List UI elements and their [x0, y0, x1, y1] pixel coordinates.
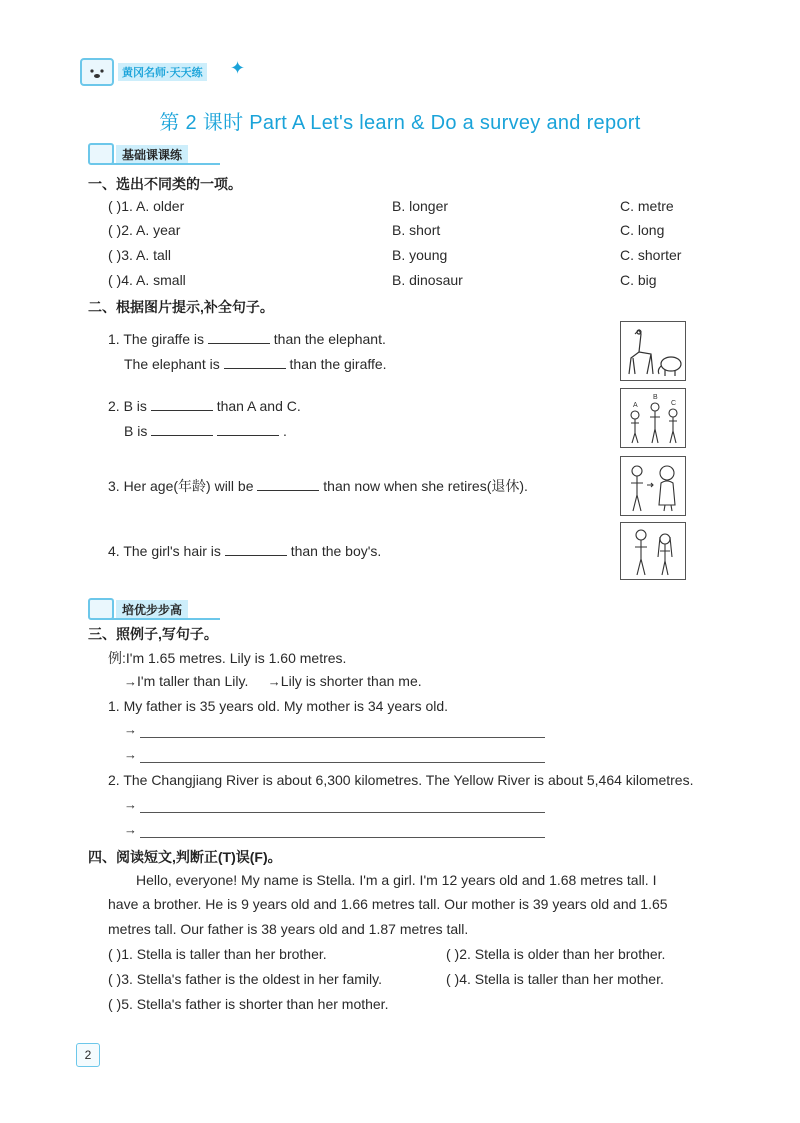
write-line[interactable]	[140, 812, 545, 813]
answer-blank[interactable]	[224, 356, 286, 369]
part3-q2: 2. The Changjiang River is about 6,300 kilometres. The Yellow River is about 5,464 kilometres.	[108, 772, 694, 788]
part3-heading: 三、照例子,写句子。	[88, 626, 218, 642]
q1-pre: 1. The giraffe is	[108, 331, 204, 347]
part1-heading: 一、选出不同类的一项。	[88, 176, 242, 192]
section-tab-basic	[88, 143, 228, 165]
q3-pre: 3. Her age(年龄) will be	[108, 478, 254, 494]
part1-item-1-b: B. longer	[392, 198, 449, 214]
q1b-post: than the giraffe.	[289, 356, 387, 372]
section-tab-label: 基础课课练	[116, 145, 188, 164]
statement-1: ( )1. Stella is taller than her brother.	[108, 946, 327, 962]
part2-q2-line2	[124, 423, 287, 439]
write-line[interactable]	[140, 737, 545, 738]
divider	[110, 163, 220, 165]
part3-example-answers	[124, 673, 422, 689]
img-label-c: C	[671, 400, 677, 407]
boy-girl-image	[620, 522, 686, 580]
part1-item-4: ( )4. A. small	[108, 272, 186, 288]
part1-item-3: ( )3. A. tall	[108, 247, 172, 263]
brand-text: 黄冈名师·天天练	[118, 63, 207, 81]
part1-item-1-c: C. metre	[620, 198, 674, 214]
arrow-icon: →	[124, 722, 137, 737]
part2-q1-line2	[124, 356, 387, 372]
example-answer-2: Lily is shorter than me.	[280, 673, 422, 689]
arrow-icon: →	[124, 747, 137, 762]
section-tab-label: 培优步步高	[116, 600, 188, 619]
q2b-post: .	[283, 423, 287, 439]
answer-blank[interactable]	[257, 478, 319, 491]
write-line[interactable]	[140, 837, 545, 838]
part2-q3-line	[108, 476, 528, 496]
statement-5: ( )5. Stella's father is shorter than her mother.	[108, 996, 389, 1012]
arrow-icon: →	[124, 822, 137, 837]
passage-line-3: metres tall. Our father is 38 years old and 1.87 metres tall.	[108, 921, 469, 937]
example-answer-1: I'm taller than Lily.	[137, 673, 249, 689]
answer-blank[interactable]	[151, 398, 213, 411]
arrow-icon: →	[267, 674, 281, 689]
q3-post: than now when she retires(退休).	[323, 478, 528, 494]
part1-item-1: ( )1. A. older	[108, 198, 185, 214]
part4-heading: 四、阅读短文,判断正(T)误(F)。	[88, 849, 282, 865]
section-tab-advanced	[88, 598, 228, 620]
bear-icon	[88, 143, 114, 165]
q2-pre: 2. B is	[108, 398, 147, 414]
part3-q1: 1. My father is 35 years old. My mother is 34 years old.	[108, 698, 449, 714]
answer-blank[interactable]	[225, 543, 287, 556]
write-line[interactable]	[140, 762, 545, 763]
statement-3: ( )3. Stella's father is the oldest in her family.	[108, 971, 382, 987]
bear-icon	[88, 598, 114, 620]
q4-pre: 4. The girl's hair is	[108, 543, 221, 559]
statement-2: ( )2. Stella is older than her brother.	[446, 946, 666, 962]
q2-post: than A and C.	[216, 398, 301, 414]
part1-item-3-b: B. young	[392, 247, 448, 263]
part1-item-4-c: C. big	[620, 272, 657, 288]
part1-item-2-b: B. short	[392, 222, 441, 238]
star-icon: ✦	[230, 58, 246, 78]
bear-logo-icon	[80, 58, 114, 86]
arrow-icon: →	[124, 797, 137, 812]
part2-q1-line1	[108, 331, 386, 347]
part2-heading: 二、根据图片提示,补全句子。	[88, 299, 274, 315]
passage-line-2: have a brother. He is 9 years old and 1.66 metres tall. Our mother is 39 years old and 1.65	[108, 896, 668, 912]
brand-header	[80, 58, 250, 84]
part3-example: 例:I'm 1.65 metres. Lily is 1.60 metres.	[108, 650, 347, 666]
divider	[110, 618, 220, 620]
statement-4: ( )4. Stella is taller than her mother.	[446, 971, 664, 987]
passage-line-1: Hello, everyone! My name is Stella. I'm a girl. I'm 12 years old and 1.68 metres tall. I	[136, 872, 657, 888]
q1b-pre: The elephant is	[124, 356, 220, 372]
answer-blank[interactable]	[217, 423, 279, 436]
part1-item-4-b: B. dinosaur	[392, 272, 463, 288]
age-retire-image	[620, 456, 686, 516]
part2-q4-line	[108, 543, 381, 559]
img-label-b: B	[653, 394, 658, 401]
part1-item-3-c: C. shorter	[620, 247, 682, 263]
children-abc-image	[620, 388, 686, 448]
q4-post: than the boy's.	[290, 543, 382, 559]
answer-blank[interactable]	[151, 423, 213, 436]
q2b-pre: B is	[124, 423, 148, 439]
part2-q2-line1	[108, 398, 301, 414]
answer-blank[interactable]	[208, 331, 270, 344]
part1-item-2: ( )2. A. year	[108, 222, 181, 238]
giraffe-elephant-image	[620, 321, 686, 381]
part1-item-2-c: C. long	[620, 222, 665, 238]
page-title: 第 2 课时 Part A Let's learn & Do a survey and report	[159, 112, 641, 134]
img-label-a: A	[633, 402, 638, 409]
page-number: 2	[76, 1043, 100, 1067]
q1-post: than the elephant.	[273, 331, 386, 347]
arrow-icon: →	[124, 674, 137, 689]
